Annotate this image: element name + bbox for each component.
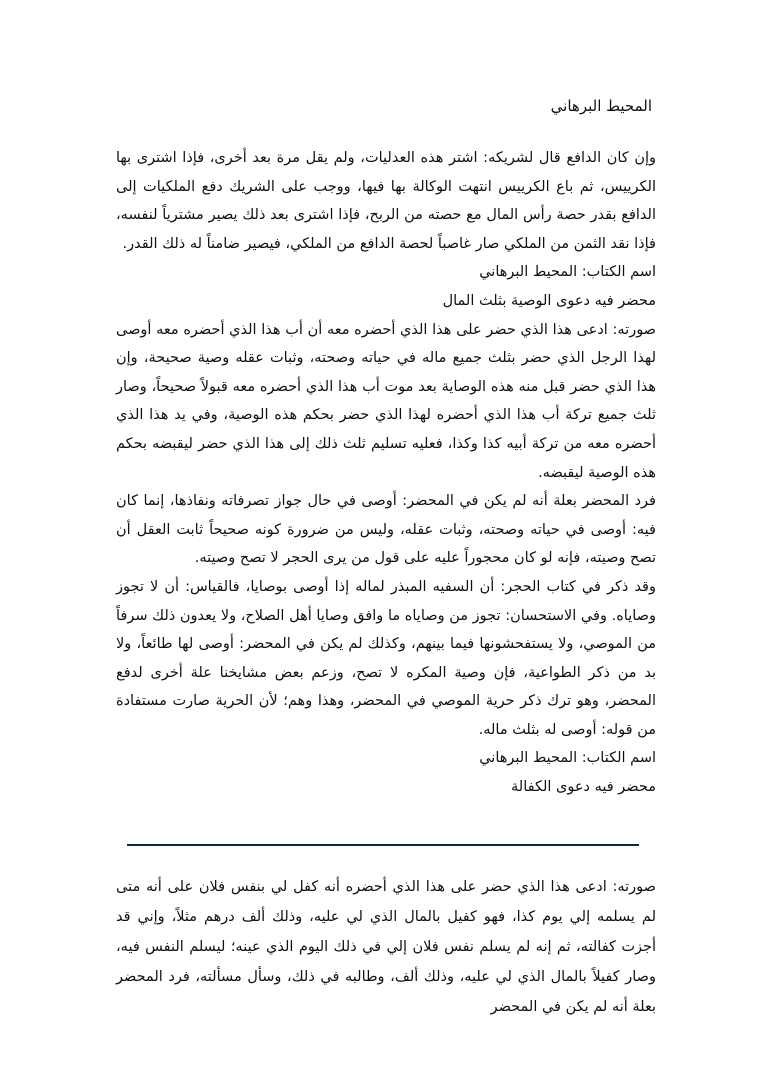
book-name-line: اسم الكتاب: المحيط البرهاني	[479, 264, 656, 281]
paragraph-partnership: وإن كان الدافع قال لشريكه: اشتر هذه العدليات، ولم يقل مرة بعد أخرى، فإذا اشترى بها الكرييس، ثم باع الكرييس انتهت الوكالة بها فيها، ووجب على الشريك دفع الملكيات إلى الدافع بقدر حصة رأس المال مع حصته من الربح، فإذا اشترى بعد ذلك يصير مشترياً لنفسه، فإذا نقد الثمن من الملكي صار غاصباً لحصة الدافع من الملكي، فيصير ضامناً له ذلك القدر.	[116, 150, 656, 252]
paragraph-guarantee-claim: صورته: ادعى هذا الذي حضر على هذا الذي أحضره أنه كفل لي بنفس فلان على أنه متى لم يسلمه إلي يوم كذا، فهو كفيل بالمال الذي لي عليه، وذلك ألف درهم مثلاً، وإني قد أجزت كفالته، ثم إنه لم يسلم نفس فلان إلي في ذلك اليوم الذي عينه؛ ليسلم النفس فيه، وصار كفيلاً بالمال الذي لي عليه، وذلك ألف، وطالبه في ذلك، وسأل مسألته، فرد المحضر بعلة أنه لم يكن في المحضر	[116, 879, 656, 1015]
section-title-guarantee: محضر فيه دعوى الكفالة	[511, 779, 656, 796]
paragraph-will-claim: صورته: ادعى هذا الذي حضر على هذا الذي أحضره معه أن أب هذا الذي أحضره معه أوصى لهذا الرجل الذي حضر بثلث جميع ماله في حياته وصحته، وثبات عقله وصية صحيحة، وإن هذا الذي حضر قبل منه هذه الوصاية بعد موت أب هذا الذي أحضره معه قبولاً صحيحاً، وصار ثلث جميع تركة أب هذا الذي أحضره لهذا الذي حضر بحكم هذه الوصية، وفي يد هذا الذي أحضره معه من تركة أبيه كذا وكذا، فعليه تسليم ثلث ذلك إلى هذا الذي حضر ليقبضه بحكم هذه الوصية ليقبضه.	[116, 321, 656, 481]
section-title-will: محضر فيه دعوى الوصية بثلث المال	[442, 292, 656, 309]
main-text	[116, 144, 656, 802]
paragraph-rejection: فرد المحضر بعلة أنه لم يكن في المحضر: أوصى في حال جواز تصرفاته ونفاذها، إنما كان فيه: أوصى في حياته وصحته، وثبات عقله، وليس من ضرورة كونه صحيحاً ثابت العقل أن تصح وصيته، فإنه لو كان محجوراً عليه على قول من يرى الحجر لا تصح وصيته.	[116, 493, 656, 567]
section-divider	[127, 844, 639, 846]
book-name-line: اسم الكتاب: المحيط البرهاني	[479, 750, 656, 767]
paragraph-interdiction: وقد ذكر في كتاب الحجر: أن السفيه المبذر لماله إذا أوصى بوصايا، فالقياس: أن لا تجوز وصاياه. وفي الاستحسان: تجوز من وصاياه ما وافق وصايا أهل الصلاح، ولا يعدون ذلك سرفاً من الموصي، ولا يستفحشونها فيما بينهم، وكذلك لم يكن في المحضر: أوصى لها طائعاً، ولا بد من ذكر الطواعية، فإن وصية المكره لا تصح، وزعم بعض مشايخنا علة أخرى لدفع المحضر، وهو ترك ذكر حرية الموصي في المحضر، وهذا وهم؛ لأن الحرية صارت مستفادة من قوله: أوصى له بثلث ماله.	[116, 578, 656, 738]
page-header: المحيط البرهاني	[550, 97, 652, 115]
footer-text	[116, 872, 656, 1022]
